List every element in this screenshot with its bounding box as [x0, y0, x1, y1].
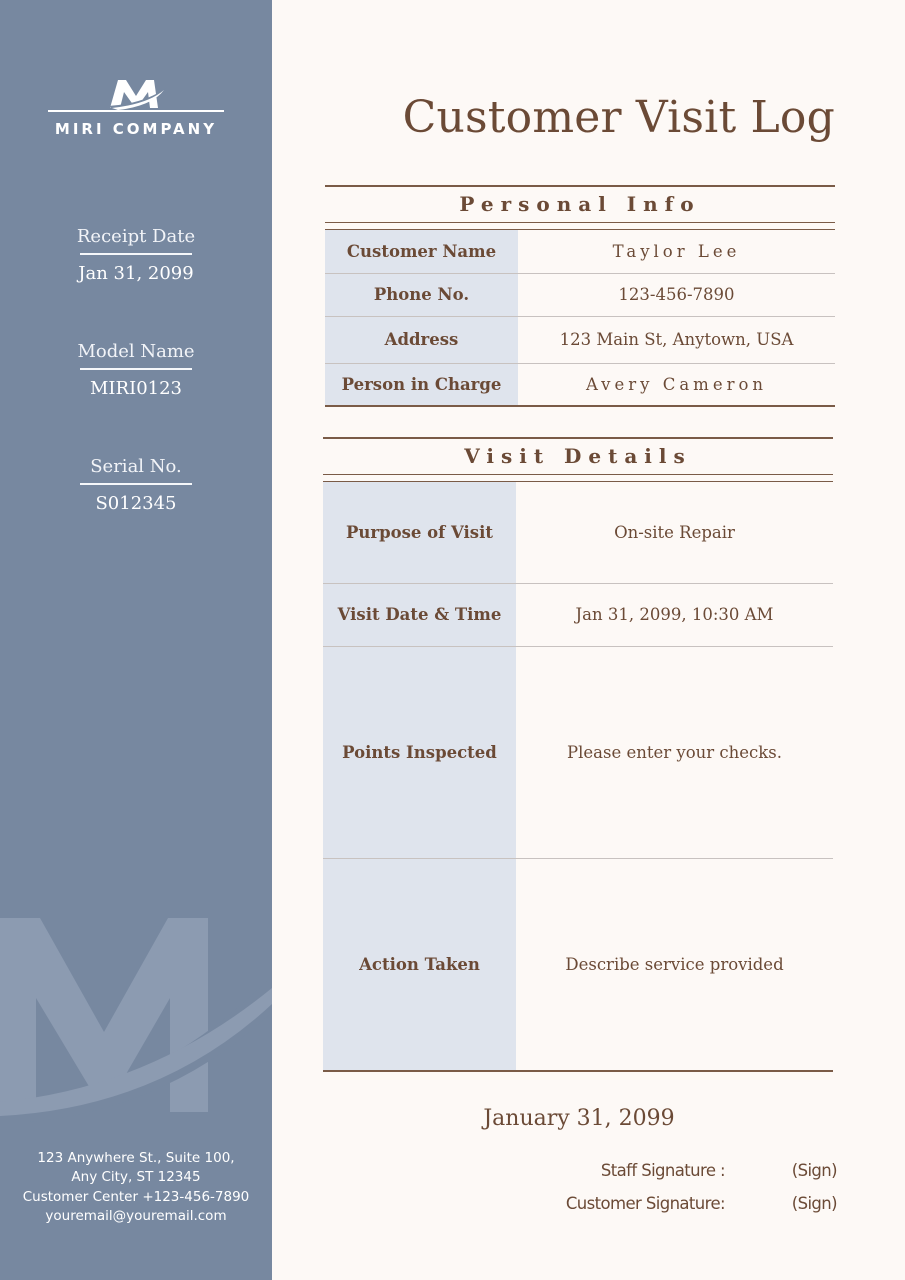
address-label: Address — [325, 316, 518, 363]
divider — [323, 475, 833, 482]
table-row — [325, 363, 835, 406]
serial-no-label: Serial No. — [90, 456, 182, 477]
sidebar — [0, 0, 272, 1280]
phone-label: Phone No. — [325, 273, 518, 316]
table-row — [325, 316, 835, 363]
table-row — [323, 482, 833, 583]
visit-datetime-label: Visit Date & Time — [323, 583, 516, 646]
staff-signature-field[interactable]: (Sign) — [791, 1161, 837, 1180]
serial-no-block — [40, 456, 232, 514]
purpose-value: On-site Repair — [516, 482, 833, 583]
divider — [80, 483, 192, 485]
address-line-2: Any City, ST 12345 — [71, 1169, 201, 1186]
staff-signature-label: Staff Signature : — [600, 1161, 725, 1180]
action-taken-value: Describe service provided — [516, 858, 833, 1071]
table-row — [323, 858, 833, 1071]
divider — [325, 223, 835, 230]
document-date: January 31, 2099 — [483, 1106, 675, 1131]
email: youremail@youremail.com — [45, 1207, 227, 1224]
watermark-logo-icon — [0, 912, 272, 1122]
customer-name-label: Customer Name — [325, 230, 518, 273]
model-name-value: MIRI0123 — [89, 378, 182, 399]
purpose-label: Purpose of Visit — [323, 482, 516, 583]
receipt-date-value: Jan 31, 2099 — [78, 263, 194, 284]
company-name: MIRI COMPANY — [54, 120, 218, 138]
receipt-date-label: Receipt Date — [76, 226, 196, 247]
page-title: Customer Visit Log — [402, 92, 835, 143]
address-value: 123 Main St, Anytown, USA — [518, 316, 835, 363]
visit-details-section — [323, 437, 833, 1072]
personal-info-heading: Personal Info — [325, 185, 835, 223]
personal-info-table — [325, 230, 835, 407]
action-taken-label: Action Taken — [323, 858, 516, 1071]
table-row — [323, 646, 833, 858]
customer-signature-label: Customer Signature: — [565, 1194, 725, 1213]
person-in-charge-value: Avery Cameron — [518, 363, 835, 406]
company-logo — [48, 78, 224, 138]
logo-m-icon — [48, 78, 224, 114]
table-row — [325, 230, 835, 273]
model-name-label: Model Name — [77, 341, 195, 362]
visit-details-table — [323, 482, 833, 1072]
receipt-date-block — [40, 226, 232, 284]
person-in-charge-label: Person in Charge — [325, 363, 518, 406]
customer-name-value: Taylor Lee — [518, 230, 835, 273]
divider — [80, 368, 192, 370]
company-contact — [0, 1149, 272, 1226]
serial-no-value: S012345 — [95, 493, 177, 514]
address-line-1: 123 Anywhere St., Suite 100, — [37, 1150, 235, 1166]
points-inspected-value: Please enter your checks. — [516, 646, 833, 858]
model-name-block — [40, 341, 232, 399]
personal-info-section — [325, 185, 835, 407]
points-inspected-label: Points Inspected — [323, 646, 516, 858]
table-row — [323, 583, 833, 646]
visit-datetime-value: Jan 31, 2099, 10:30 AM — [516, 583, 833, 646]
visit-details-heading: Visit Details — [323, 437, 833, 475]
table-row — [325, 273, 835, 316]
divider — [80, 253, 192, 255]
customer-center: Customer Center +123-456-7890 — [22, 1188, 250, 1205]
phone-value: 123-456-7890 — [518, 273, 835, 316]
customer-signature-field[interactable]: (Sign) — [791, 1194, 837, 1213]
